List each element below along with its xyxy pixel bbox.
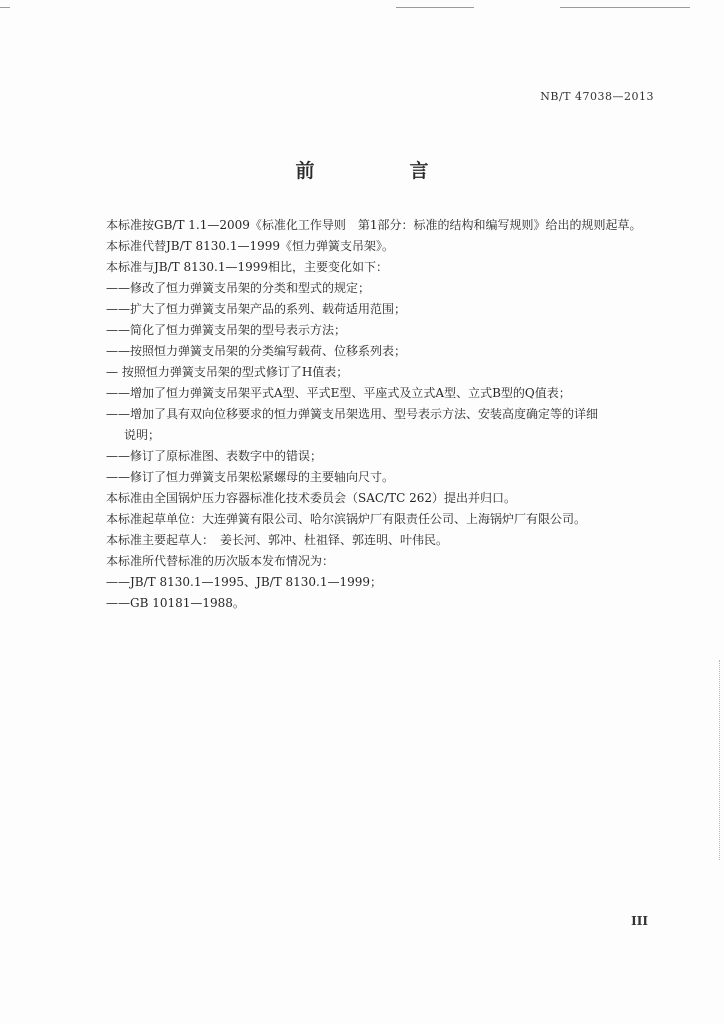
history-item: ——GB 10181—1988。 (106, 596, 245, 610)
scan-artifact-dots (717, 660, 720, 860)
paragraph-history-intro: 本标准所代替标准的历次版本发布情况为： (106, 554, 335, 568)
paragraph-proposer: 本标准由全国锅炉压力容器标准化技术委员会（SAC/TC 262）提出并归口。 (106, 491, 517, 505)
paragraph-drafters: 本标准主要起草人： 姜长河、郭冲、杜祖铎、郭连明、叶伟民。 (106, 533, 449, 547)
change-item: ——修订了原标准图、表数字中的错误； (106, 449, 323, 463)
change-item: ——增加了具有双向位移要求的恒力弹簧支吊架选用、型号表示方法、安装高度确定等的详细 (106, 407, 599, 421)
change-item: ——修改了恒力弹簧支吊架的分类和型式的规定； (106, 281, 371, 295)
page-title: 前 言 (295, 160, 467, 182)
history-item: ——JB/T 8130.1—1995、JB/T 8130.1—1999； (106, 575, 383, 589)
foreword-body (82, 215, 650, 614)
change-item: — 按照恒力弹簧支吊架的型式修订了H值表； (106, 365, 349, 379)
scan-artifact-line (560, 7, 690, 8)
scan-artifact-line (0, 7, 10, 8)
scan-artifact-line (396, 7, 474, 8)
paragraph-replaces: 本标准代替JB/T 8130.1—1999《恒力弹簧支吊架》。 (106, 239, 395, 253)
change-item: ——修订了恒力弹簧支吊架松紧螺母的主要轴向尺寸。 (106, 470, 395, 484)
change-item: ——按照恒力弹簧支吊架的分类编写载荷、位移系列表； (106, 344, 407, 358)
paragraph-drafting-units: 本标准起草单位：大连弹簧有限公司、哈尔滨锅炉厂有限责任公司、上海锅炉厂有限公司。 (106, 512, 587, 526)
change-item: ——扩大了恒力弹簧支吊架产品的系列、载荷适用范围； (106, 302, 407, 316)
change-item: ——增加了恒力弹簧支吊架平式A型、平式E型、平座式及立式A型、立式B型的Q值表； (106, 386, 571, 400)
change-item-continuation: 说明； (124, 428, 161, 442)
page-number: III (631, 914, 648, 928)
standard-code: NB/T 47038—2013 (540, 90, 654, 103)
paragraph-changes-intro: 本标准与JB/T 8130.1—1999相比，主要变化如下： (106, 260, 389, 274)
change-item: ——简化了恒力弹簧支吊架的型号表示方法； (106, 323, 347, 337)
paragraph-drafting-rules: 本标准按GB/T 1.1—2009《标准化工作导则 第1部分：标准的结构和编写规则》给出的规则起草。 (106, 218, 642, 232)
